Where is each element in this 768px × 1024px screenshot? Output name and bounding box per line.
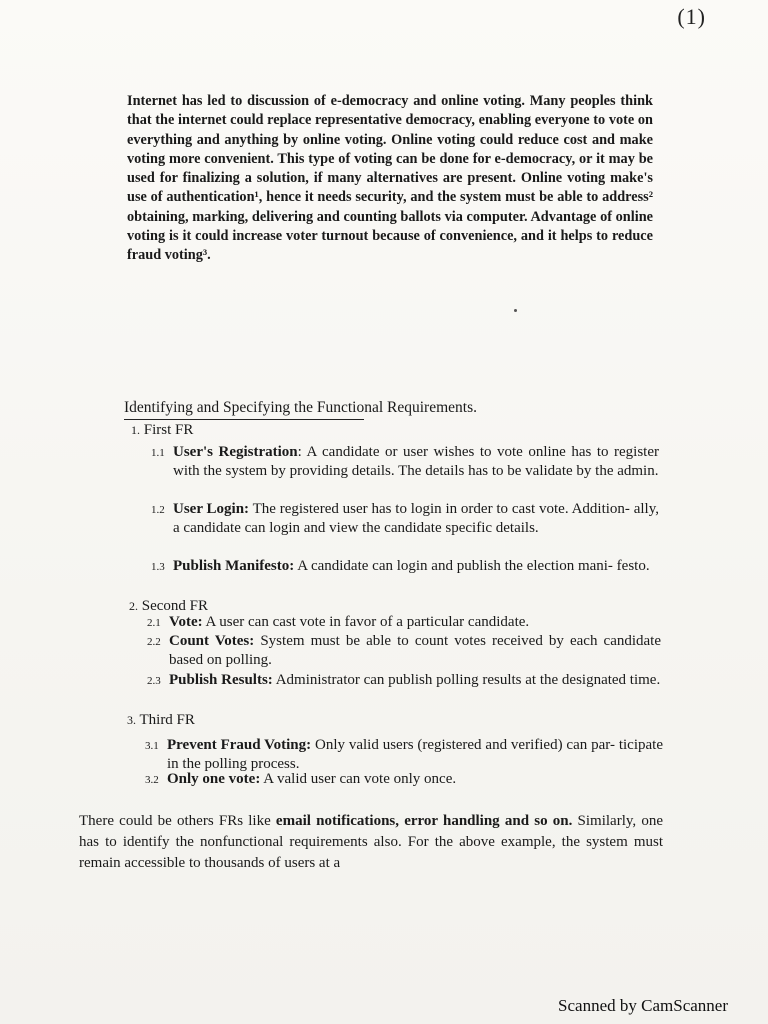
fr-item-text: A valid user can vote only once. (260, 771, 457, 787)
fr-group-1 (131, 421, 193, 440)
page-number-mark: (1) (677, 4, 706, 29)
fr-item-label: Vote: (169, 614, 203, 630)
fr-item-1-3 (151, 557, 659, 576)
fr-item-label: Publish Manifesto: (173, 558, 295, 574)
fr-item-number: 1.1 (151, 447, 165, 459)
fr-item-number: 2.2 (147, 636, 161, 648)
closing-bold: email notifications, error handling and so on. (275, 813, 573, 829)
fr-item-text: A candidate can login and publish the election mani- festo. (294, 558, 650, 574)
fr-group-title: Third FR (139, 712, 195, 728)
fr-group-number: 3. (127, 713, 136, 727)
fr-item-2-1 (147, 613, 661, 632)
fr-item-3-1 (145, 736, 663, 773)
fr-item-text: System must be able to count votes received by each candidate based on polling. (169, 633, 661, 668)
fr-group-number: 1. (131, 423, 140, 437)
fr-item-number: 3.1 (145, 740, 159, 752)
intro-paragraph (127, 92, 653, 266)
fr-item-label: User Login: (173, 501, 250, 517)
fr-item-text: Administrator can publish polling results at the designated time. (272, 672, 661, 688)
fr-item-3-2 (145, 770, 663, 789)
fr-item-1-2 (151, 500, 659, 537)
fr-item-number: 2.3 (147, 675, 161, 687)
fr-group-number: 2. (129, 599, 138, 613)
fr-item-text: The registered user has to login in order to cast vote. Addition- ally, a candidate can login and view the candidate specific details. (173, 501, 659, 536)
fr-item-1-1 (151, 443, 659, 480)
closing-post: Similarly, one has to identify the nonfunctional requirements also. For the above example, the system must remain accessible to thousands of users at a (79, 813, 663, 871)
section-heading-text: Identifying and Specifying the Functional Requirements. (124, 399, 477, 416)
fr-item-number: 2.1 (147, 617, 161, 629)
closing-text (79, 811, 663, 874)
section-heading (124, 399, 477, 417)
fr-item-number: 3.2 (145, 774, 159, 786)
fr-item-text: A candidate or user wishes to vote online has to register with the system by providing details. The details has to be validate by the admin. (173, 444, 659, 479)
fr-item-label: User's Registration (173, 444, 298, 460)
fr-item-label: Prevent Fraud Voting: (167, 737, 312, 753)
fr-group-title: Second FR (141, 598, 209, 614)
fr-item-2-3 (147, 671, 661, 690)
fr-item-label: Publish Results: (169, 672, 273, 688)
stray-dot (514, 309, 517, 312)
intro-text: Internet has led to discussion of e-democracy and online voting. Many peoples think that the internet could replace representative democracy, enabling everyone to vote on everything and anything by online voting. Online voting could reduce cost and make voting more convenient. This type of voting can be done for e-democracy, or it may be used for finalizing a solution, if many alternatives are present. Online voting make's use of authentication¹, hence it needs security, and the system must be able to address² obtaining, marking, delivering and counting ballots via computer. Advantage of online voting is it could increase voter turnout because of convenience, and it helps to reduce fraud voting³. (127, 93, 653, 264)
scanner-watermark: Scanned by CamScanner (558, 996, 728, 1015)
fr-item-number: 1.3 (151, 561, 165, 573)
closing-pre: There could be others FRs like (79, 813, 276, 829)
heading-underline (124, 419, 364, 420)
fr-item-2-2 (147, 632, 661, 669)
fr-item-number: 1.2 (151, 504, 165, 516)
fr-item-text: Only valid users (registered and verified) can par- ticipate in the polling process. (167, 737, 663, 772)
fr-item-label: Count Votes: (169, 633, 255, 649)
fr-group-title: First FR (143, 422, 194, 438)
closing-paragraph (79, 811, 663, 874)
fr-group-3 (127, 711, 195, 730)
fr-item-sep: : (297, 444, 302, 460)
fr-item-label: Only one vote: (167, 771, 261, 787)
fr-item-text: A user can cast vote in favor of a particular candidate. (202, 614, 530, 630)
